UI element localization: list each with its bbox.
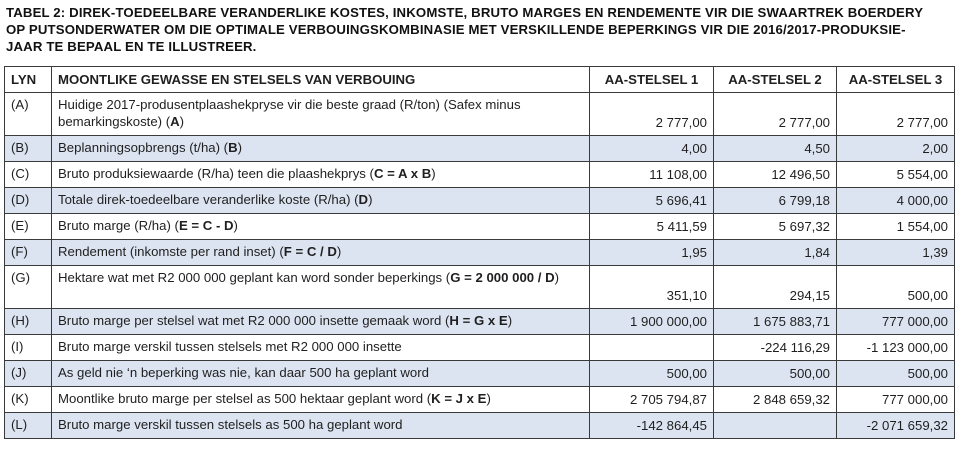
cell-stelsel-2: 1 675 883,71	[714, 309, 837, 335]
row-description-text: Huidige 2017-produsentplaashekpryse vir die beste graad (R/ton) (Safex minus bemarkingskoste) (	[58, 97, 521, 129]
table-row	[5, 93, 955, 136]
data-table	[4, 66, 955, 439]
row-description	[52, 214, 590, 240]
header-row	[5, 67, 955, 93]
table-row	[5, 188, 955, 214]
row-formula-close: )	[507, 313, 513, 328]
row-formula-close: )	[179, 114, 185, 129]
header-stelsel-1: AA-STELSEL 1	[590, 67, 714, 93]
row-description	[52, 361, 590, 387]
row-label: (B)	[5, 136, 52, 162]
row-description-text: Moontlike bruto marge per stelsel as 500 hektaar geplant word (	[58, 391, 432, 406]
cell-stelsel-3: -2 071 659,32	[837, 413, 955, 439]
cell-stelsel-3: -1 123 000,00	[837, 335, 955, 361]
cell-stelsel-2	[714, 413, 837, 439]
cell-stelsel-1: 351,10	[590, 266, 714, 309]
row-description-text: Bruto marge (R/ha) (	[58, 218, 179, 233]
cell-stelsel-1: 2 777,00	[590, 93, 714, 136]
cell-stelsel-3: 2 777,00	[837, 93, 955, 136]
cell-stelsel-1: 2 705 794,87	[590, 387, 714, 413]
cell-stelsel-2: 5 697,32	[714, 214, 837, 240]
row-formula: C = A x B	[373, 166, 432, 181]
row-formula-close: )	[486, 391, 491, 406]
row-label: (D)	[5, 188, 52, 214]
header-lyn: LYN	[5, 67, 52, 93]
row-label: (H)	[5, 309, 52, 335]
table-row	[5, 361, 955, 387]
row-description-text: As geld nie ‘n beperking was nie, kan daar 500 ha geplant word	[58, 365, 429, 380]
cell-stelsel-1: 5 696,41	[590, 188, 714, 214]
table-row	[5, 240, 955, 266]
row-formula: A	[170, 114, 180, 129]
row-description-text: Rendement (inkomste per rand inset) (	[58, 244, 284, 259]
row-description-text: Totale direk-toedeelbare veranderlike koste (R/ha) (	[58, 192, 359, 207]
cell-stelsel-2: -224 116,29	[714, 335, 837, 361]
cell-stelsel-1: 5 411,59	[590, 214, 714, 240]
cell-stelsel-1	[590, 335, 714, 361]
header-stelsel-3: AA-STELSEL 3	[837, 67, 955, 93]
row-description	[52, 266, 590, 309]
row-description-text: Hektare wat met R2 000 000 geplant kan word sonder beperkings (	[58, 270, 451, 285]
row-formula-close: )	[368, 192, 373, 207]
row-formula-close: )	[237, 140, 243, 155]
cell-stelsel-2: 6 799,18	[714, 188, 837, 214]
row-description	[52, 413, 590, 439]
row-formula-close: )	[554, 270, 560, 285]
table-row	[5, 413, 955, 439]
cell-stelsel-1: 4,00	[590, 136, 714, 162]
cell-stelsel-2: 294,15	[714, 266, 837, 309]
cell-stelsel-1: 1 900 000,00	[590, 309, 714, 335]
row-formula-close: )	[431, 166, 436, 181]
cell-stelsel-2: 2 777,00	[714, 93, 837, 136]
table-row	[5, 309, 955, 335]
row-description-text: Bruto marge verskil tussen stelsels met R2 000 000 insette	[58, 339, 402, 354]
header-description: MOONTLIKE GEWASSE EN STELSELS VAN VERBOUING	[52, 67, 590, 93]
row-label: (I)	[5, 335, 52, 361]
row-label: (G)	[5, 266, 52, 309]
cell-stelsel-2: 1,84	[714, 240, 837, 266]
row-description	[52, 162, 590, 188]
row-label: (F)	[5, 240, 52, 266]
title-line-2: OP PUTSONDERWATER OM DIE OPTIMALE VERBOUINGSKOMBINASIE MET VERSKILLENDE BEPERKINGS VIR DIE 2016/2017-PRODUKSIE-	[6, 22, 906, 37]
row-formula: G = 2 000 000 / D	[450, 270, 555, 285]
row-formula: B	[228, 140, 238, 155]
row-formula-close: )	[336, 244, 342, 259]
cell-stelsel-3: 1 554,00	[837, 214, 955, 240]
cell-stelsel-1: 1,95	[590, 240, 714, 266]
row-label: (K)	[5, 387, 52, 413]
row-label: (A)	[5, 93, 52, 136]
row-formula: F = C / D	[283, 244, 337, 259]
row-description	[52, 136, 590, 162]
cell-stelsel-2: 500,00	[714, 361, 837, 387]
header-stelsel-2: AA-STELSEL 2	[714, 67, 837, 93]
table-row	[5, 266, 955, 309]
cell-stelsel-2: 4,50	[714, 136, 837, 162]
table-row	[5, 335, 955, 361]
cell-stelsel-1: 11 108,00	[590, 162, 714, 188]
row-description	[52, 335, 590, 361]
row-description	[52, 387, 590, 413]
table-row	[5, 214, 955, 240]
row-description-text: Bruto marge verskil tussen stelsels as 500 ha geplant word	[58, 417, 403, 432]
cell-stelsel-3: 5 554,00	[837, 162, 955, 188]
row-description	[52, 240, 590, 266]
row-description	[52, 188, 590, 214]
cell-stelsel-3: 4 000,00	[837, 188, 955, 214]
cell-stelsel-1: 500,00	[590, 361, 714, 387]
row-formula: E = C - D	[178, 218, 234, 233]
row-description	[52, 309, 590, 335]
cell-stelsel-2: 12 496,50	[714, 162, 837, 188]
table-row	[5, 162, 955, 188]
cell-stelsel-2: 2 848 659,32	[714, 387, 837, 413]
cell-stelsel-1: -142 864,45	[590, 413, 714, 439]
row-label: (C)	[5, 162, 52, 188]
row-label: (J)	[5, 361, 52, 387]
title-line-1: TABEL 2: DIREK-TOEDEELBARE VERANDERLIKE KOSTES, INKOMSTE, BRUTO MARGES EN RENDEMENTE VIR DIE SWAARTREK BOERDERY	[6, 5, 924, 20]
cell-stelsel-3: 500,00	[837, 266, 955, 309]
cell-stelsel-3: 777 000,00	[837, 309, 955, 335]
table-row	[5, 387, 955, 413]
table-row	[5, 136, 955, 162]
cell-stelsel-3: 500,00	[837, 361, 955, 387]
row-formula: H = G x E	[449, 313, 508, 328]
row-label: (L)	[5, 413, 52, 439]
table-title	[6, 4, 952, 55]
row-description-text: Bruto marge per stelsel wat met R2 000 000 insette gemaak word (	[58, 313, 450, 328]
row-description-text: Beplanningsopbrengs (t/ha) (	[58, 140, 229, 155]
row-formula: K = J x E	[431, 391, 487, 406]
title-line-3: JAAR TE BEPAAL EN TE ILLUSTREER.	[6, 39, 257, 54]
row-formula: D	[358, 192, 369, 207]
row-description-text: Bruto produksiewaarde (R/ha) teen die plaashekprys (	[58, 166, 374, 181]
row-label: (E)	[5, 214, 52, 240]
cell-stelsel-3: 1,39	[837, 240, 955, 266]
row-description	[52, 93, 590, 136]
cell-stelsel-3: 777 000,00	[837, 387, 955, 413]
cell-stelsel-3: 2,00	[837, 136, 955, 162]
row-formula-close: )	[233, 218, 238, 233]
